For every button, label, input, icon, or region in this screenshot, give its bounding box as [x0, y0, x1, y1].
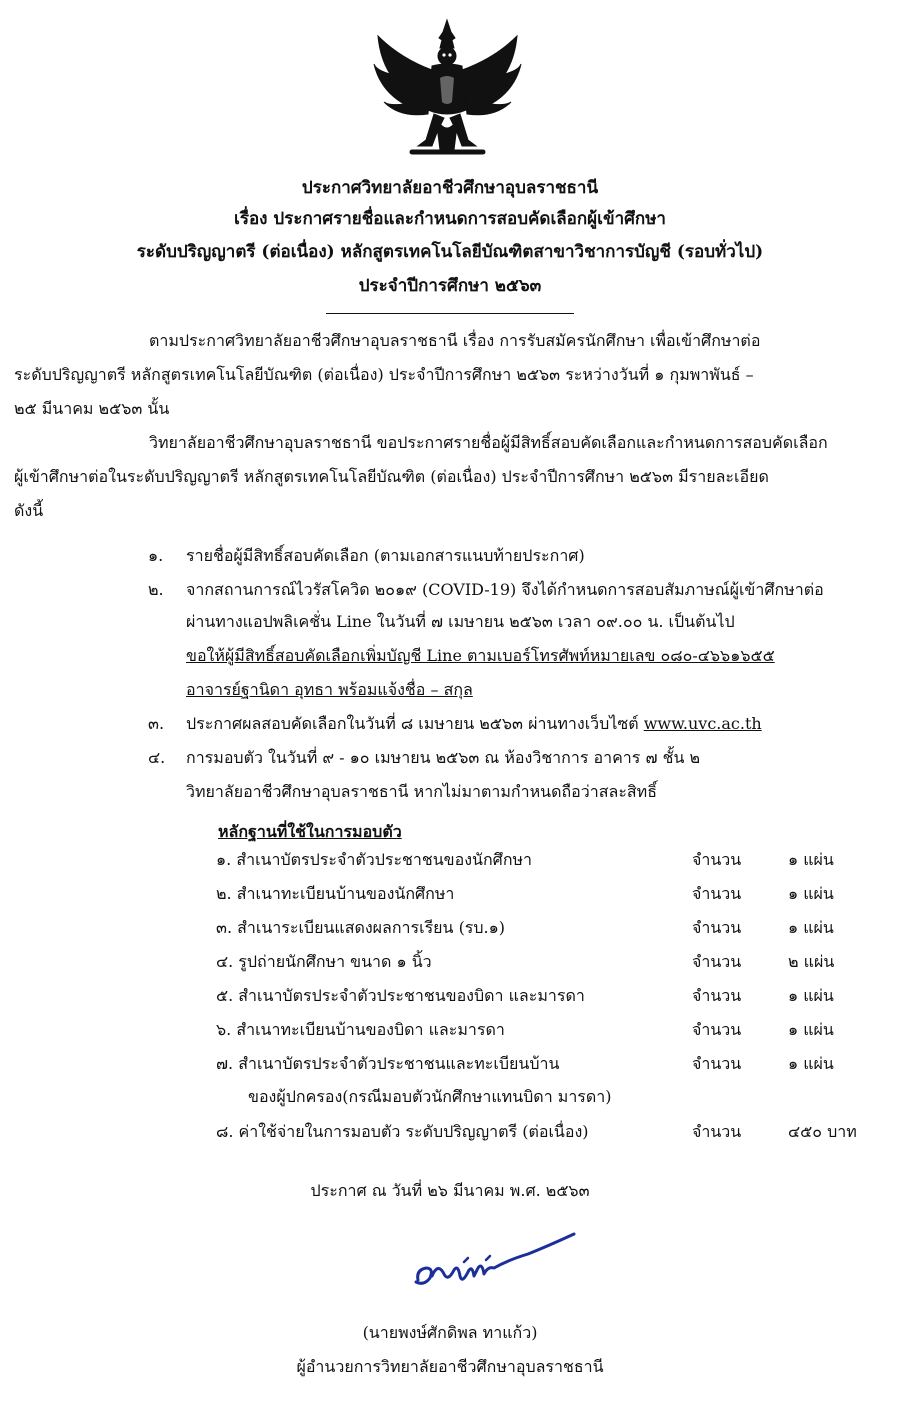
item-3-line-1: ประกาศผลสอบคัดเลือกในวันที่ ๘ เมษายน ๒๕๖๓ ผ่านทางเว็บไซต์ — [186, 714, 639, 733]
item-2-line-4: อาจารย์ฐานิดา อุทธา พร้อมแจ้งชื่อ – สกุล — [186, 680, 473, 699]
intro-paragraph-1 — [14, 324, 886, 426]
evidence-row-unit: จำนวน — [692, 1054, 742, 1073]
evidence-row-name: ๓. สำเนาระเบียนแสดงผลการเรียน (รบ.๑) — [216, 918, 506, 937]
item-3-number: ๓. — [148, 714, 165, 733]
item-2-line-2: ผ่านทางแอปพลิเคชั่น Line ในวันที่ ๗ เมษายน ๒๕๖๓ เวลา ๐๙.๐๐ น. เป็นต้นไป — [186, 612, 735, 631]
item-4-line-1: การมอบตัว ในวันที่ ๙ - ๑๐ เมษายน ๒๕๖๓ ณ ห้องวิชาการ อาคาร ๗ ชั้น ๒ — [186, 748, 701, 767]
evidence-row-unit: จำนวน — [692, 884, 742, 903]
title-line-4: ประจำปีการศึกษา ๒๕๖๓ — [358, 276, 542, 296]
evidence-row-qty: ๑ แผ่น — [788, 918, 834, 937]
intro-p2-line-2: ผู้เข้าศึกษาต่อในระดับปริญญาตรี หลักสูตรเทคโนโลยีบัณฑิต (ต่อเนื่อง) ประจำปีการศึกษา ๒๕๖๓ มีรายละเอียด — [14, 467, 769, 486]
evidence-row-name: ๑. สำเนาบัตรประจำตัวประชาชนของนักศึกษา — [216, 850, 533, 869]
signer-title: ผู้อำนวยการวิทยาลัยอาชีวศึกษาอุบลราชธานี — [296, 1357, 604, 1376]
title-line-2: เรื่อง ประกาศรายชื่อและกำหนดการสอบคัดเลือกผู้เข้าศึกษา — [234, 209, 666, 229]
item-1-text: รายชื่อผู้มีสิทธิ์สอบคัดเลือก (ตามเอกสารแนบท้ายประกาศ) — [186, 546, 585, 565]
evidence-row-qty: ๔๕๐ บาท — [788, 1122, 857, 1141]
signature-icon — [398, 1232, 588, 1302]
evidence-row-qty: ๑ แผ่น — [788, 986, 834, 1005]
evidence-row-qty: ๑ แผ่น — [788, 1054, 834, 1073]
evidence-row-qty: ๑ แผ่น — [788, 850, 834, 869]
intro-p2-line-3: ดังนี้ — [14, 501, 44, 520]
item-4-number: ๔. — [148, 748, 166, 767]
evidence-row-unit: จำนวน — [692, 986, 742, 1005]
evidence-row-name: ๘. ค่าใช้จ่ายในการมอบตัว ระดับปริญญาตรี (ต่อเนื่อง) — [216, 1122, 589, 1141]
signer-name: (นายพงษ์ศักดิพล ทาแก้ว) — [362, 1323, 538, 1342]
item-2-line-3: ขอให้ผู้มีสิทธิ์สอบคัดเลือกเพิ่มบัญชี Line ตามเบอร์โทรศัพท์หมายเลข ๐๘๐-๔๖๖๑๖๕๕ — [186, 646, 775, 665]
intro-p1-line-1: ตามประกาศวิทยาลัยอาชีวศึกษาอุบลราชธานี เรื่อง การรับสมัครนักศึกษา เพื่อเข้าศึกษาต่อ — [149, 331, 761, 350]
title-line-1: ประกาศวิทยาลัยอาชีวศึกษาอุบลราชธานี — [301, 178, 599, 198]
item-2-line-1: จากสถานการณ์ไวรัสโควิด ๒๐๑๙ (COVID-19) จึงได้กำหนดการสอบสัมภาษณ์ผู้เข้าศึกษาต่อ — [186, 580, 824, 599]
evidence-row-qty: ๑ แผ่น — [788, 884, 834, 903]
evidence-row-name: ๕. สำเนาบัตรประจำตัวประชาชนของบิดา และมารดา — [216, 986, 585, 1005]
intro-paragraph-2 — [14, 426, 886, 528]
evidence-row-unit: จำนวน — [692, 1020, 742, 1039]
evidence-row-unit: จำนวน — [692, 952, 742, 971]
item-4-line-2: วิทยาลัยอาชีวศึกษาอุบลราชธานี หากไม่มาตามกำหนดถือว่าสละสิทธิ์ — [186, 782, 657, 801]
item-3-text — [186, 708, 886, 740]
title-line-3: ระดับปริญญาตรี (ต่อเนื่อง) หลักสูตรเทคโนโลยีบัณฑิตสาขาวิชาการบัญชี (รอบทั่วไป) — [136, 242, 764, 262]
intro-p2-line-1: วิทยาลัยอาชีวศึกษาอุบลราชธานี ขอประกาศรายชื่อผู้มีสิทธิ์สอบคัดเลือกและกำหนดการสอบคัดเลือก — [149, 433, 828, 452]
item-2-number: ๒. — [148, 580, 164, 599]
item-1-number: ๑. — [148, 546, 164, 565]
announcement-date: ประกาศ ณ วันที่ ๒๖ มีนาคม พ.ศ. ๒๕๖๓ — [310, 1181, 590, 1200]
evidence-row-7-continuation: ของผู้ปกครอง(กรณีมอบตัวนักศึกษาแทนบิดา มารดา) — [248, 1087, 612, 1106]
title-divider — [326, 313, 574, 314]
evidence-row-name: ๒. สำเนาทะเบียนบ้านของนักศึกษา — [216, 884, 455, 903]
evidence-heading: หลักฐานที่ใช้ในการมอบตัว — [218, 822, 402, 841]
website-link[interactable]: www.uvc.ac.th — [643, 714, 762, 733]
garuda-emblem-icon — [370, 18, 525, 168]
evidence-row-name: ๗. สำเนาบัตรประจำตัวประชาชนและทะเบียนบ้าน — [216, 1054, 560, 1073]
evidence-row-name: ๔. รูปถ่ายนักศึกษา ขนาด ๑ นิ้ว — [216, 952, 432, 971]
evidence-row-name: ๖. สำเนาทะเบียนบ้านของบิดา และมารดา — [216, 1020, 505, 1039]
evidence-row-qty: ๑ แผ่น — [788, 1020, 834, 1039]
evidence-row-qty: ๒ แผ่น — [788, 952, 835, 971]
intro-p1-line-3: ๒๕ มีนาคม ๒๕๖๓ นั้น — [14, 399, 170, 418]
evidence-row-unit: จำนวน — [692, 850, 742, 869]
intro-p1-line-2: ระดับปริญญาตรี หลักสูตรเทคโนโลยีบัณฑิต (ต่อเนื่อง) ประจำปีการศึกษา ๒๕๖๓ ระหว่างวันที่ ๑ กุมพาพันธ์ – — [14, 365, 754, 384]
evidence-row-unit: จำนวน — [692, 1122, 742, 1141]
evidence-row-unit: จำนวน — [692, 918, 742, 937]
